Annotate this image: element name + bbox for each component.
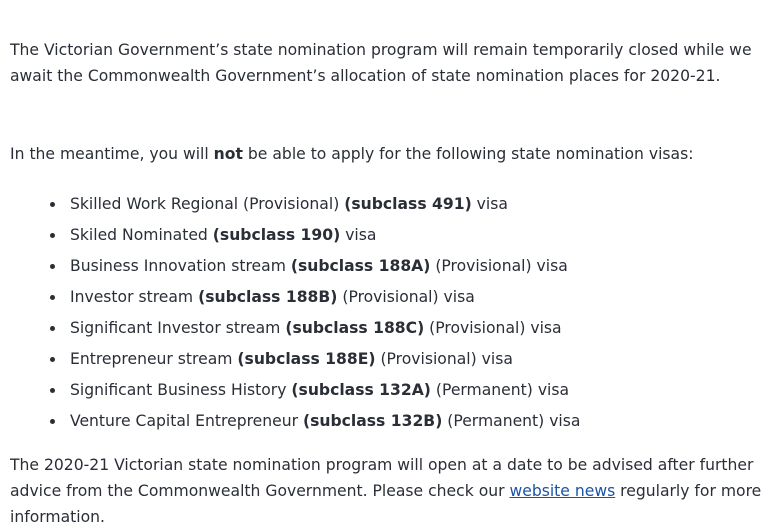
visa-suffix: (Provisional) visa — [337, 288, 475, 306]
closing-text-before: The 2020-21 Victorian state nomination program will open at a date to be advised after further advice from the Commonwealth Government. Please check our — [10, 456, 754, 500]
visa-name: Venture Capital Entrepreneur — [70, 412, 303, 430]
list-item — [10, 377, 768, 408]
bullet-icon — [50, 264, 55, 269]
bullet-icon — [50, 357, 55, 362]
visa-suffix: visa — [340, 226, 377, 244]
closing-text-after: regularly for more information. — [10, 482, 762, 526]
bullet-icon — [50, 295, 55, 300]
list-item — [10, 222, 768, 253]
visa-name: Significant Investor stream — [70, 319, 286, 337]
list-item — [10, 191, 768, 222]
meantime-emphasis: not — [213, 145, 243, 163]
bullet-icon — [50, 202, 55, 207]
visa-suffix: (Provisional) visa — [424, 319, 562, 337]
list-item — [10, 315, 768, 346]
meantime-text-after: be able to apply for the following state nomination visas: — [242, 145, 694, 163]
list-item — [10, 408, 768, 439]
bullet-icon — [50, 419, 55, 424]
list-item — [10, 284, 768, 315]
visa-suffix: (Provisional) visa — [430, 257, 568, 275]
visa-suffix: (Permanent) visa — [430, 381, 570, 399]
visa-subclass: (subclass 188B) — [198, 288, 338, 306]
visa-name: Skiled Nominated — [70, 226, 213, 244]
meantime-paragraph — [10, 141, 768, 167]
bullet-icon — [50, 388, 55, 393]
visa-suffix: visa — [471, 195, 508, 213]
bullet-icon — [50, 326, 55, 331]
visa-subclass: (subclass 132A) — [291, 381, 431, 399]
visa-list — [10, 191, 768, 439]
website-news-link[interactable]: website news — [509, 482, 616, 500]
visa-name: Business Innovation stream — [70, 257, 291, 275]
visa-name: Significant Business History — [70, 381, 292, 399]
visa-subclass: (subclass 188E) — [237, 350, 376, 368]
visa-suffix: (Provisional) visa — [375, 350, 513, 368]
visa-subclass: (subclass 491) — [344, 195, 472, 213]
closing-paragraph — [10, 452, 768, 530]
visa-subclass: (subclass 190) — [212, 226, 341, 244]
list-item — [10, 253, 768, 284]
intro-paragraph: The Victorian Government’s state nomination program will remain temporarily closed while we await the Commonwealth Government’s allocation of state nomination places for 2020-21. — [10, 41, 752, 85]
visa-subclass: (subclass 188C) — [285, 319, 425, 337]
list-item — [10, 346, 768, 377]
visa-subclass: (subclass 132B) — [302, 412, 443, 430]
visa-suffix: (Permanent) visa — [442, 412, 581, 430]
meantime-text-before: In the meantime, you will — [10, 145, 214, 163]
visa-name: Entrepreneur stream — [70, 350, 238, 368]
bullet-icon — [50, 233, 55, 238]
visa-subclass: (subclass 188A) — [290, 257, 431, 275]
visa-name: Skilled Work Regional (Provisional) — [70, 195, 345, 213]
visa-name: Investor stream — [70, 288, 199, 306]
